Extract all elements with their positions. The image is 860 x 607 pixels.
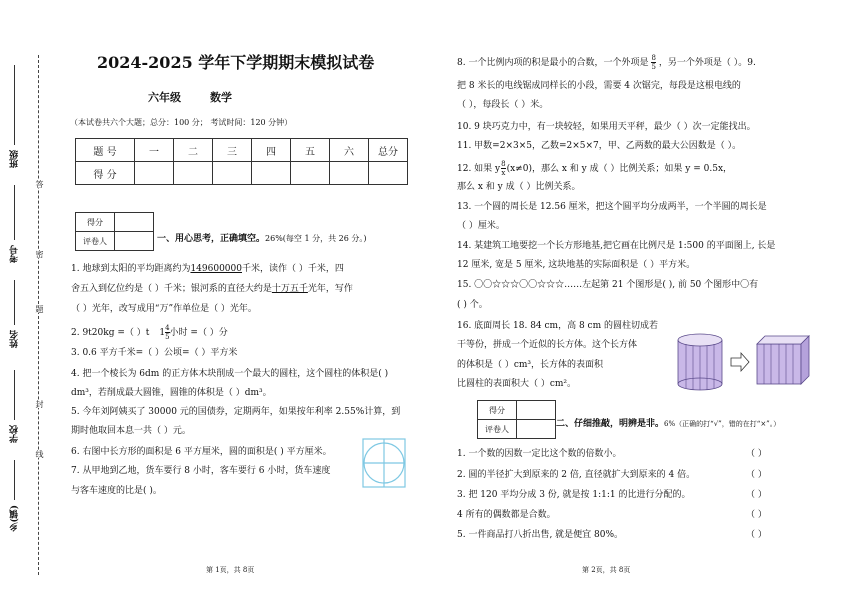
school-blank	[14, 370, 15, 420]
q1-text-d: 光年，写作	[307, 284, 353, 294]
section1-heading	[157, 231, 366, 244]
judge-score-cell[interactable]	[115, 213, 154, 232]
grade-label: 六年级	[148, 91, 181, 104]
question-13-line2: （ ）厘米。	[457, 221, 505, 231]
binding-mark: 封	[35, 400, 44, 408]
cylinder-figure	[678, 334, 722, 390]
section2-heading	[556, 416, 780, 429]
question-16-line2: 干等份，拼成一个近似的长方体。这个长方体	[457, 340, 638, 350]
score-cell[interactable]	[369, 162, 408, 185]
judge-score-label: 得分	[478, 401, 517, 420]
question-4-line1: 4. 把一个棱长为 6dm 的正方体木块削成一个最大的圆柱，这个圆柱的体积是( )	[71, 369, 389, 379]
q12-text-b: (x≠0)，那么 x 和 y 成（ ）比例关系；如果 y = 0.5x，	[506, 164, 733, 174]
subject-label: 数学	[210, 91, 232, 104]
score-table-header-row	[76, 139, 408, 162]
judge-grader-cell[interactable]	[517, 420, 556, 439]
binding-line	[38, 55, 39, 575]
question-1-line3: （ ）光年，改写成用“万”作单位是（ ）光年。	[71, 304, 257, 314]
question-14-line1: 14. 某建筑工地要挖一个长方形地基,把它画在比例尺是 1:500 的平面图上, 长是	[457, 241, 776, 251]
binding-mark: 线	[35, 450, 44, 458]
q12-fraction	[501, 160, 505, 177]
judge-item: 5. 一件商品打八折出售, 就是便宜 80%。	[457, 530, 624, 540]
q1-number2: 十万五千	[271, 284, 308, 294]
q8-fraction	[651, 54, 655, 71]
question-5-line2: 期时他取回本息一共（ ）元。	[71, 426, 191, 436]
q2-text-b: 小时 =（ ）分	[169, 328, 228, 338]
q1-text-a: 1. 地球到太阳的平均距离约为	[71, 264, 191, 274]
q12-denominator: x	[501, 169, 506, 177]
name-blank	[14, 280, 15, 325]
score-table-cell: 六	[330, 139, 369, 162]
judge-item: 4 所有的偶数都是合数。	[457, 510, 556, 520]
question-14-line2: 12 厘米, 宽是 5 厘米, 这块地基的实际面积是（ ）平方米。	[457, 260, 696, 270]
question-7-line2: 与客车速度的比是( )。	[71, 486, 162, 496]
q12-numerator: 8	[501, 160, 506, 168]
name-field: 姓名	[10, 330, 20, 348]
score-table-cell: 五	[291, 139, 330, 162]
section1-title: 一、用心思考，正确填空。	[157, 234, 266, 244]
q2-text-a: 2. 9t20kg =（ ）t	[71, 328, 150, 338]
judge-answer-blank[interactable]: （ ）	[746, 510, 767, 520]
q8-text-a: 8. 一个比例内项的积是最小的合数，一个外项是	[457, 58, 649, 68]
question-10: 10. 9 块巧克力中，有一块较轻，如果用天平秤，最少（ ）次一定能找出。	[457, 122, 756, 132]
binding-mark: 题	[35, 305, 44, 313]
score-table-cell: 二	[174, 139, 213, 162]
q1-text-c: 舍五入到亿位约是（ ）千米；银河系的直径大约是	[71, 284, 272, 294]
score-table-cell: 一	[135, 139, 174, 162]
question-12-line1	[457, 160, 732, 177]
question-15-line1: 15. 〇〇☆☆☆〇〇☆☆☆……左起第 21 个图形是( ), 前 50 个图形中〇有	[457, 280, 759, 290]
question-9-line2: （ ），每段长（ ）米。	[457, 100, 549, 110]
class-field: 班级	[10, 150, 20, 168]
exam-title: 2024-2025 学年下学期期末模拟试卷	[97, 53, 375, 72]
question-13-line1: 13. 一个圆的周长是 12.56 厘米，把这个圆平均分成两半，一个半圆的周长是	[457, 202, 767, 212]
question-4-line2: dm³，若削成最大圆锥，圆锥的体积是（ ）dm³。	[71, 388, 272, 398]
question-16-line1: 16. 底面周长 18. 84 cm，高 8 cm 的圆柱切成若	[457, 321, 658, 331]
class-blank	[14, 65, 15, 145]
section1-note: 26%(每空 1 分，共 26 分。)	[265, 234, 367, 243]
q6-figure	[362, 438, 406, 488]
question-3: 3. 0.6 平方千米=（ ）公顷=（ ）平方米	[71, 348, 238, 358]
question-9-line1: 把 8 米长的电线锯成同样长的小段，需要 4 次锯完，每段是这根电线的	[457, 81, 741, 91]
q2-numerator: 4	[165, 324, 170, 332]
section2-note: 6%（正确的打“√”，错的在打“×”。）	[664, 420, 781, 428]
judge-item: 3. 把 120 平均分成 3 份, 就是按 1:1:1 的比进行分配的。	[457, 490, 691, 500]
score-table-score-row	[76, 162, 408, 185]
question-16-line4: 比圆柱的表面积大（ ）cm²。	[457, 379, 577, 389]
question-6: 6. 右图中长方形的面积是 6 平方厘米，圆的面积是( ) 平方厘米。	[71, 447, 332, 457]
exam-number-blank	[14, 185, 15, 240]
question-7-line1: 7. 从甲地到乙地，货车要行 8 小时，客车要行 6 小时，货车速度	[71, 466, 331, 476]
score-row-label: 得 分	[76, 162, 135, 185]
q8-denominator: 5	[651, 63, 656, 71]
judge-grader-label: 评卷人	[76, 232, 115, 251]
q1-number: 149600000	[190, 264, 242, 274]
question-15-line2: ( ) 个。	[457, 300, 488, 310]
question-1-line1	[71, 263, 344, 275]
score-cell[interactable]	[213, 162, 252, 185]
judge-answer-blank[interactable]: （ ）	[746, 470, 767, 480]
question-11: 11. 甲数=2×3×5，乙数=2×5×7，甲、乙两数的最大公因数是（ ）。	[457, 141, 742, 151]
judge-item: 2. 圆的半径扩大到原来的 2 倍, 直径就扩大到原来的 4 倍。	[457, 470, 696, 480]
judge-score-label: 得分	[76, 213, 115, 232]
binding-mark: 答	[35, 180, 44, 188]
page2-footer: 第 2页，共 8页	[582, 566, 631, 574]
judge-grader-label: 评卷人	[478, 420, 517, 439]
q2-denominator: 5	[165, 333, 170, 341]
score-table-cell: 总分	[369, 139, 408, 162]
score-table-cell: 四	[252, 139, 291, 162]
township-blank	[14, 460, 15, 500]
score-table-cell: 题 号	[76, 139, 135, 162]
question-5-line1: 5. 今年刘阿姨买了 30000 元的国债券，定期两年，如果按年利率 2.55%计算，到	[71, 407, 401, 417]
school-field: 学校	[10, 425, 20, 443]
page1-footer: 第 1页，共 8页	[206, 566, 255, 574]
section1-judge-box	[75, 212, 154, 251]
judge-answer-blank[interactable]: （ ）	[746, 530, 767, 540]
q8-text-b: ，另一个外项是（ ）。9.	[658, 58, 756, 68]
section2-judge-box	[477, 400, 556, 439]
judge-score-cell[interactable]	[517, 401, 556, 420]
judge-answer-blank[interactable]: （ ）	[746, 449, 767, 459]
score-cell[interactable]	[174, 162, 213, 185]
question-8	[457, 54, 756, 71]
judge-item: 1. 一个数的因数一定比这个数的倍数小。	[457, 449, 622, 459]
question-16-line3: 的体积是（ ）cm³，长方体的表面积	[457, 360, 604, 370]
cuboid-figure	[757, 336, 809, 384]
q8-numerator: 8	[651, 54, 656, 62]
q1-text-b: 千米，读作（ ）千米，四	[242, 264, 344, 274]
binding-mark: 密	[35, 250, 44, 258]
q12-text-a: 12. 如果 y	[457, 164, 501, 174]
section2-title: 二、仔细推敲，明辨是非。	[556, 419, 665, 429]
score-cell[interactable]	[252, 162, 291, 185]
judge-answer-blank[interactable]: （ ）	[746, 490, 767, 500]
judge-grader-cell[interactable]	[115, 232, 154, 251]
score-table-cell: 三	[213, 139, 252, 162]
score-cell[interactable]	[330, 162, 369, 185]
score-cell[interactable]	[291, 162, 330, 185]
score-cell[interactable]	[135, 162, 174, 185]
question-1-line2	[71, 283, 353, 295]
exam-number-field: 考号	[10, 245, 20, 263]
question-12-line2: 那么 x 和 y 成（ ）比例关系。	[457, 182, 581, 192]
question-2	[71, 324, 228, 341]
exam-info: （本试卷共六个大题；总分：100 分； 考试时间：120 分钟）	[70, 118, 293, 127]
arrow-right-icon	[731, 353, 749, 371]
township-field: 乡(镇)	[10, 505, 20, 532]
q16-figure	[673, 330, 813, 394]
q2-whole: 1	[159, 328, 166, 338]
score-table	[75, 138, 408, 185]
